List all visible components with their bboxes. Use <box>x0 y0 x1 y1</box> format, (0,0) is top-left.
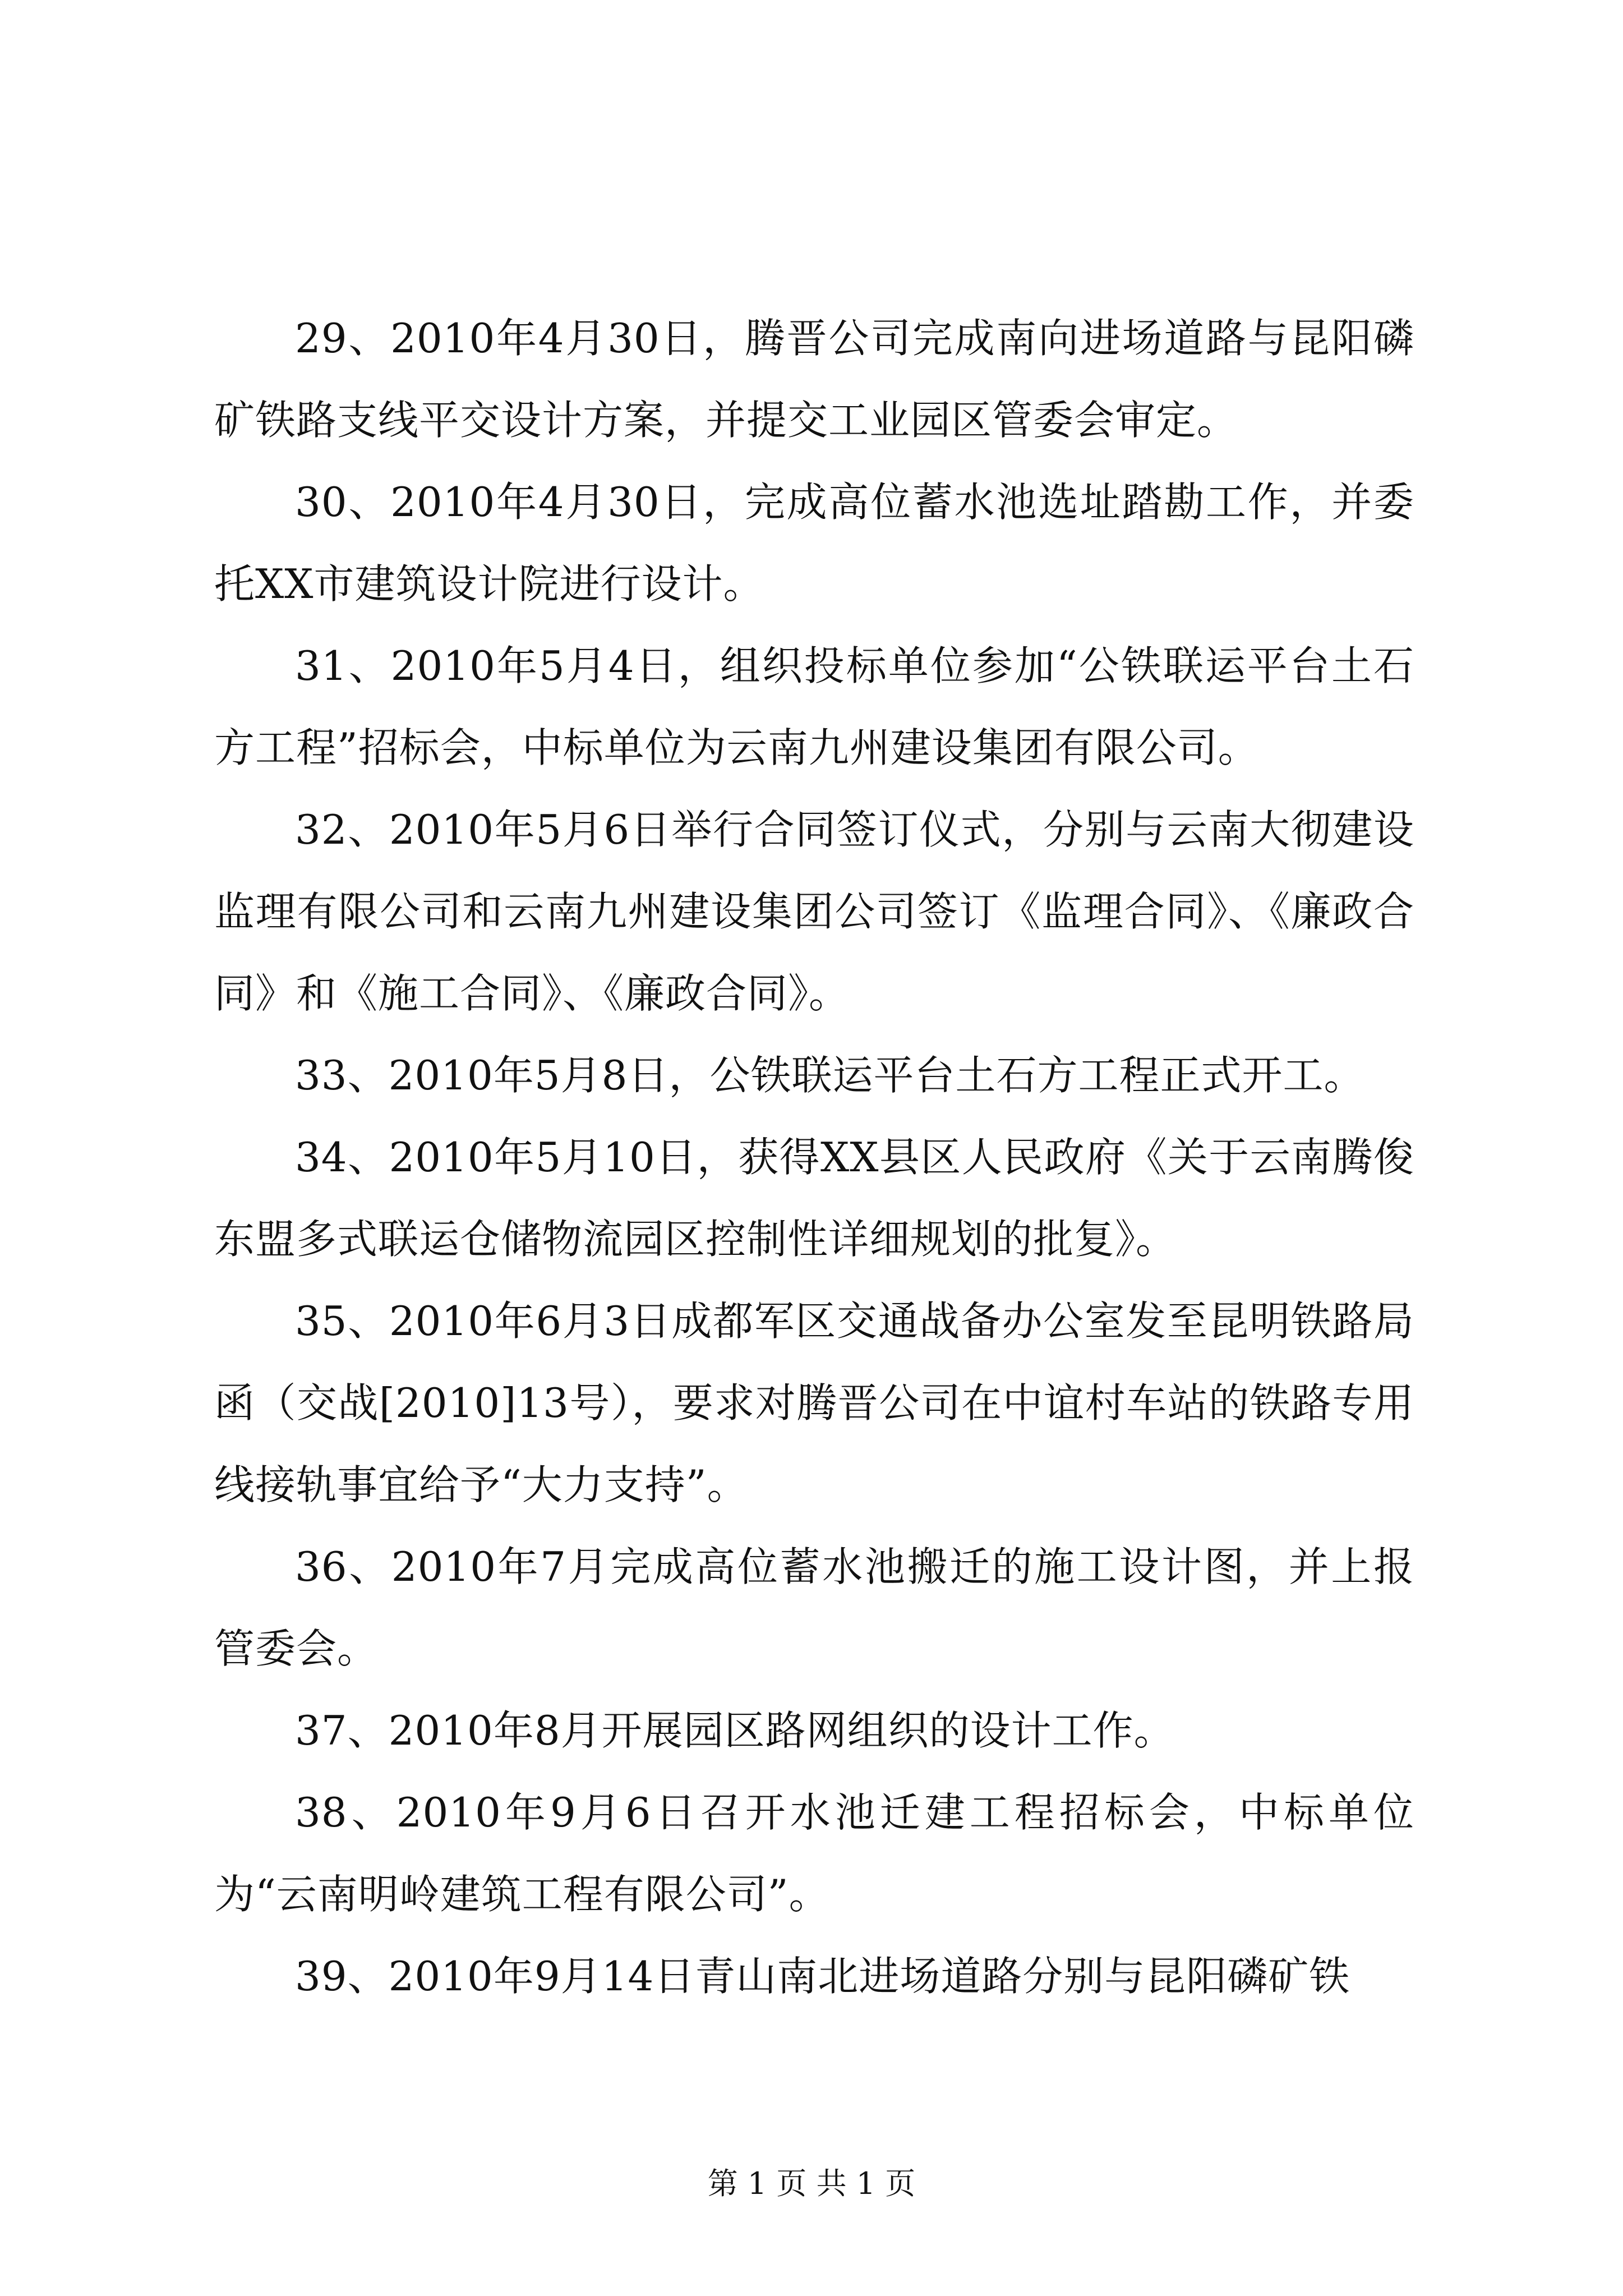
paragraph-37: 37、2010年8月开展园区路网组织的设计工作。 <box>295 1707 1175 1754</box>
paragraph-36: 36、2010年7月完成高位蓄水池搬迁的施工设计图，并上报管委会。 <box>214 1543 1414 1672</box>
paragraph-32: 32、2010年5月6日举行合同签订仪式，分别与云南大彻建设监理有限公司和云南九州建设集团公司签订《监理合同》、《廉政合同》和《施工合同》、《廉政合同》。 <box>214 806 1414 1017</box>
paragraph-39: 39、2010年9月14日青山南北进场道路分别与昆阳磷矿铁 <box>295 1953 1350 2000</box>
paragraph-35: 35、2010年6月3日成都军区交通战备办公室发至昆明铁路局函（交战[2010]13号），要求对腾晋公司在中谊村车站的铁路专用线接轨事宜给予“大力支持”。 <box>214 1297 1414 1508</box>
paragraph-29: 29、2010年4月30日，腾晋公司完成南向进场道路与昆阳磷矿铁路支线平交设计方案，并提交工业园区管委会审定。 <box>214 315 1414 444</box>
document-body <box>214 297 1414 2017</box>
page-footer <box>0 2164 1623 2203</box>
paragraph-34: 34、2010年5月10日，获得XX县区人民政府《关于云南腾俊东盟多式联运仓储物流园区控制性详细规划的批复》。 <box>214 1134 1414 1263</box>
paragraph-30: 30、2010年4月30日，完成高位蓄水池选址踏勘工作，并委托XX市建筑设计院进行设计。 <box>214 478 1414 608</box>
page-number-label: 第 1 页 共 1 页 <box>707 2166 916 2201</box>
paragraph-33: 33、2010年5月8日，公铁联运平台土石方工程正式开工。 <box>295 1052 1365 1099</box>
paragraph-31: 31、2010年5月4日，组织投标单位参加“公铁联运平台土石方工程”招标会，中标单位为云南九州建设集团有限公司。 <box>214 642 1414 771</box>
paragraph-38: 38、2010年9月6日召开水池迁建工程招标会，中标单位为“云南明岭建筑工程有限公司”。 <box>214 1789 1414 1918</box>
